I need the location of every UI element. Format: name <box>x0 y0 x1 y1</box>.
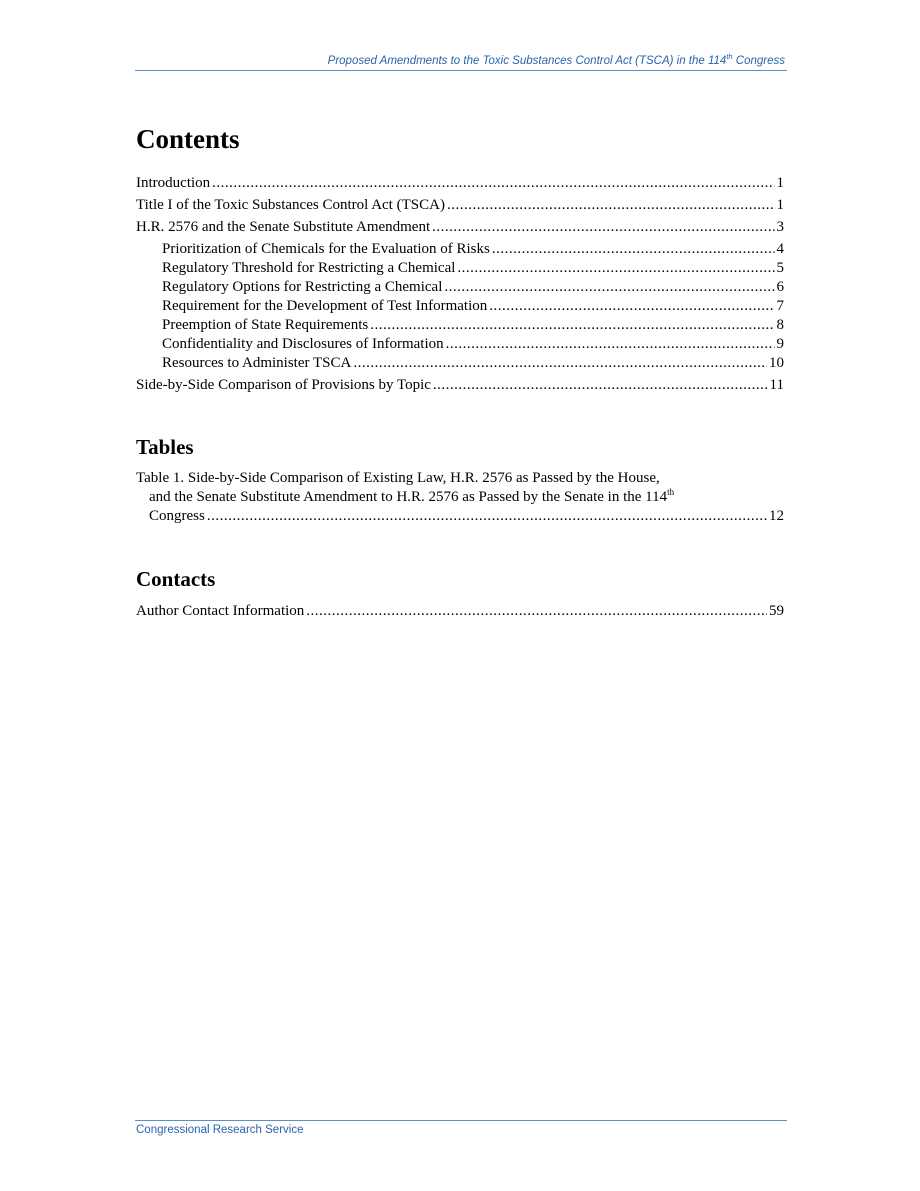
dot-leader <box>212 174 774 193</box>
toc-entry-page: 1 <box>776 197 784 213</box>
tables-heading: Tables <box>136 435 194 459</box>
toc-entry-regulatory-threshold[interactable] <box>136 259 784 278</box>
toc-entry-page: 1 <box>776 175 784 191</box>
toc-entry-side-by-side[interactable] <box>136 376 784 395</box>
toc-entry-title: Preemption of State Requirements <box>162 317 369 333</box>
footer-text: Congressional Research Service <box>136 1124 304 1136</box>
running-footer <box>135 1120 787 1136</box>
toc-entry-page: 9 <box>776 336 784 352</box>
contacts-list <box>136 602 784 621</box>
contents-heading: Contents <box>136 124 240 154</box>
dot-leader <box>306 602 767 621</box>
dot-leader <box>370 316 774 335</box>
dot-leader <box>492 240 775 259</box>
dot-leader <box>489 297 774 316</box>
table-entry-line-2-text: and the Senate Substitute Amendment to H.R. 2576 as Passed by the Senate in the 114 <box>149 489 668 505</box>
table-entry-line-2 <box>136 488 784 507</box>
toc-entry-table-1[interactable] <box>136 469 784 526</box>
toc-entry-preemption[interactable] <box>136 316 784 335</box>
dot-leader <box>447 196 775 215</box>
toc-entry-title: Requirement for the Development of Test Information <box>162 298 488 314</box>
tables-list <box>136 469 784 526</box>
toc-entry-regulatory-options[interactable] <box>136 278 784 297</box>
toc-entry-page: 5 <box>776 260 784 276</box>
table-entry-line-3 <box>136 507 784 526</box>
toc-entry-page: 7 <box>776 298 784 314</box>
toc-entry-confidentiality[interactable] <box>136 335 784 354</box>
toc-entry-title: Introduction <box>136 175 211 191</box>
contacts-heading: Contacts <box>136 567 216 591</box>
dot-leader <box>457 259 774 278</box>
toc-entry-title: Side-by-Side Comparison of Provisions by Topic <box>136 377 431 393</box>
toc-entry-title: Prioritization of Chemicals for the Evaluation of Risks <box>162 241 490 257</box>
toc-entry-title: Congress <box>149 508 205 524</box>
dot-leader <box>433 376 768 395</box>
toc-entry-test-information[interactable] <box>136 297 784 316</box>
toc-entry-title: Author Contact Information <box>136 603 305 619</box>
toc-entry-title: Resources to Administer TSCA <box>162 355 352 371</box>
table-entry-superscript: th <box>667 487 675 497</box>
toc-entry-prioritization[interactable] <box>136 240 784 259</box>
toc-entry-page: 8 <box>776 317 784 333</box>
toc-entry-hr2576[interactable] <box>136 218 784 237</box>
toc-entry-introduction[interactable] <box>136 174 784 193</box>
running-header <box>135 54 787 71</box>
dot-leader <box>446 335 775 354</box>
dot-leader <box>444 278 774 297</box>
toc-entry-page: 4 <box>776 241 784 257</box>
toc-entry-title: Title I of the Toxic Substances Control Act (TSCA) <box>136 197 445 213</box>
toc-entry-title: H.R. 2576 and the Senate Substitute Amendment <box>136 219 431 235</box>
table-entry-line-1: Table 1. Side-by-Side Comparison of Existing Law, H.R. 2576 as Passed by the House, <box>136 470 660 486</box>
dot-leader <box>432 218 774 237</box>
toc-entry-page: 11 <box>769 377 784 393</box>
toc-entry-title: Regulatory Threshold for Restricting a Chemical <box>162 260 456 276</box>
toc-entry-page: 6 <box>776 279 784 295</box>
toc-entry-title: Regulatory Options for Restricting a Chemical <box>162 279 443 295</box>
toc-entry-resources[interactable] <box>136 354 784 373</box>
toc-entry-page: 12 <box>769 508 784 524</box>
toc-entry-page: 3 <box>776 219 784 235</box>
contents-list <box>136 174 784 395</box>
toc-entry-page: 10 <box>769 355 784 371</box>
header-title-main: Proposed Amendments to the Toxic Substances Control Act (TSCA) in the 114 <box>327 55 727 67</box>
toc-entry-title: Confidentiality and Disclosures of Information <box>162 336 444 352</box>
toc-entry-page: 59 <box>769 603 784 619</box>
dot-leader <box>353 354 767 373</box>
header-title-superscript: th <box>726 52 733 62</box>
toc-entry-title-i[interactable] <box>136 196 784 215</box>
dot-leader <box>207 507 767 526</box>
header-title <box>327 52 785 67</box>
header-title-end: Congress <box>732 55 785 67</box>
toc-entry-author-contact[interactable] <box>136 602 784 621</box>
